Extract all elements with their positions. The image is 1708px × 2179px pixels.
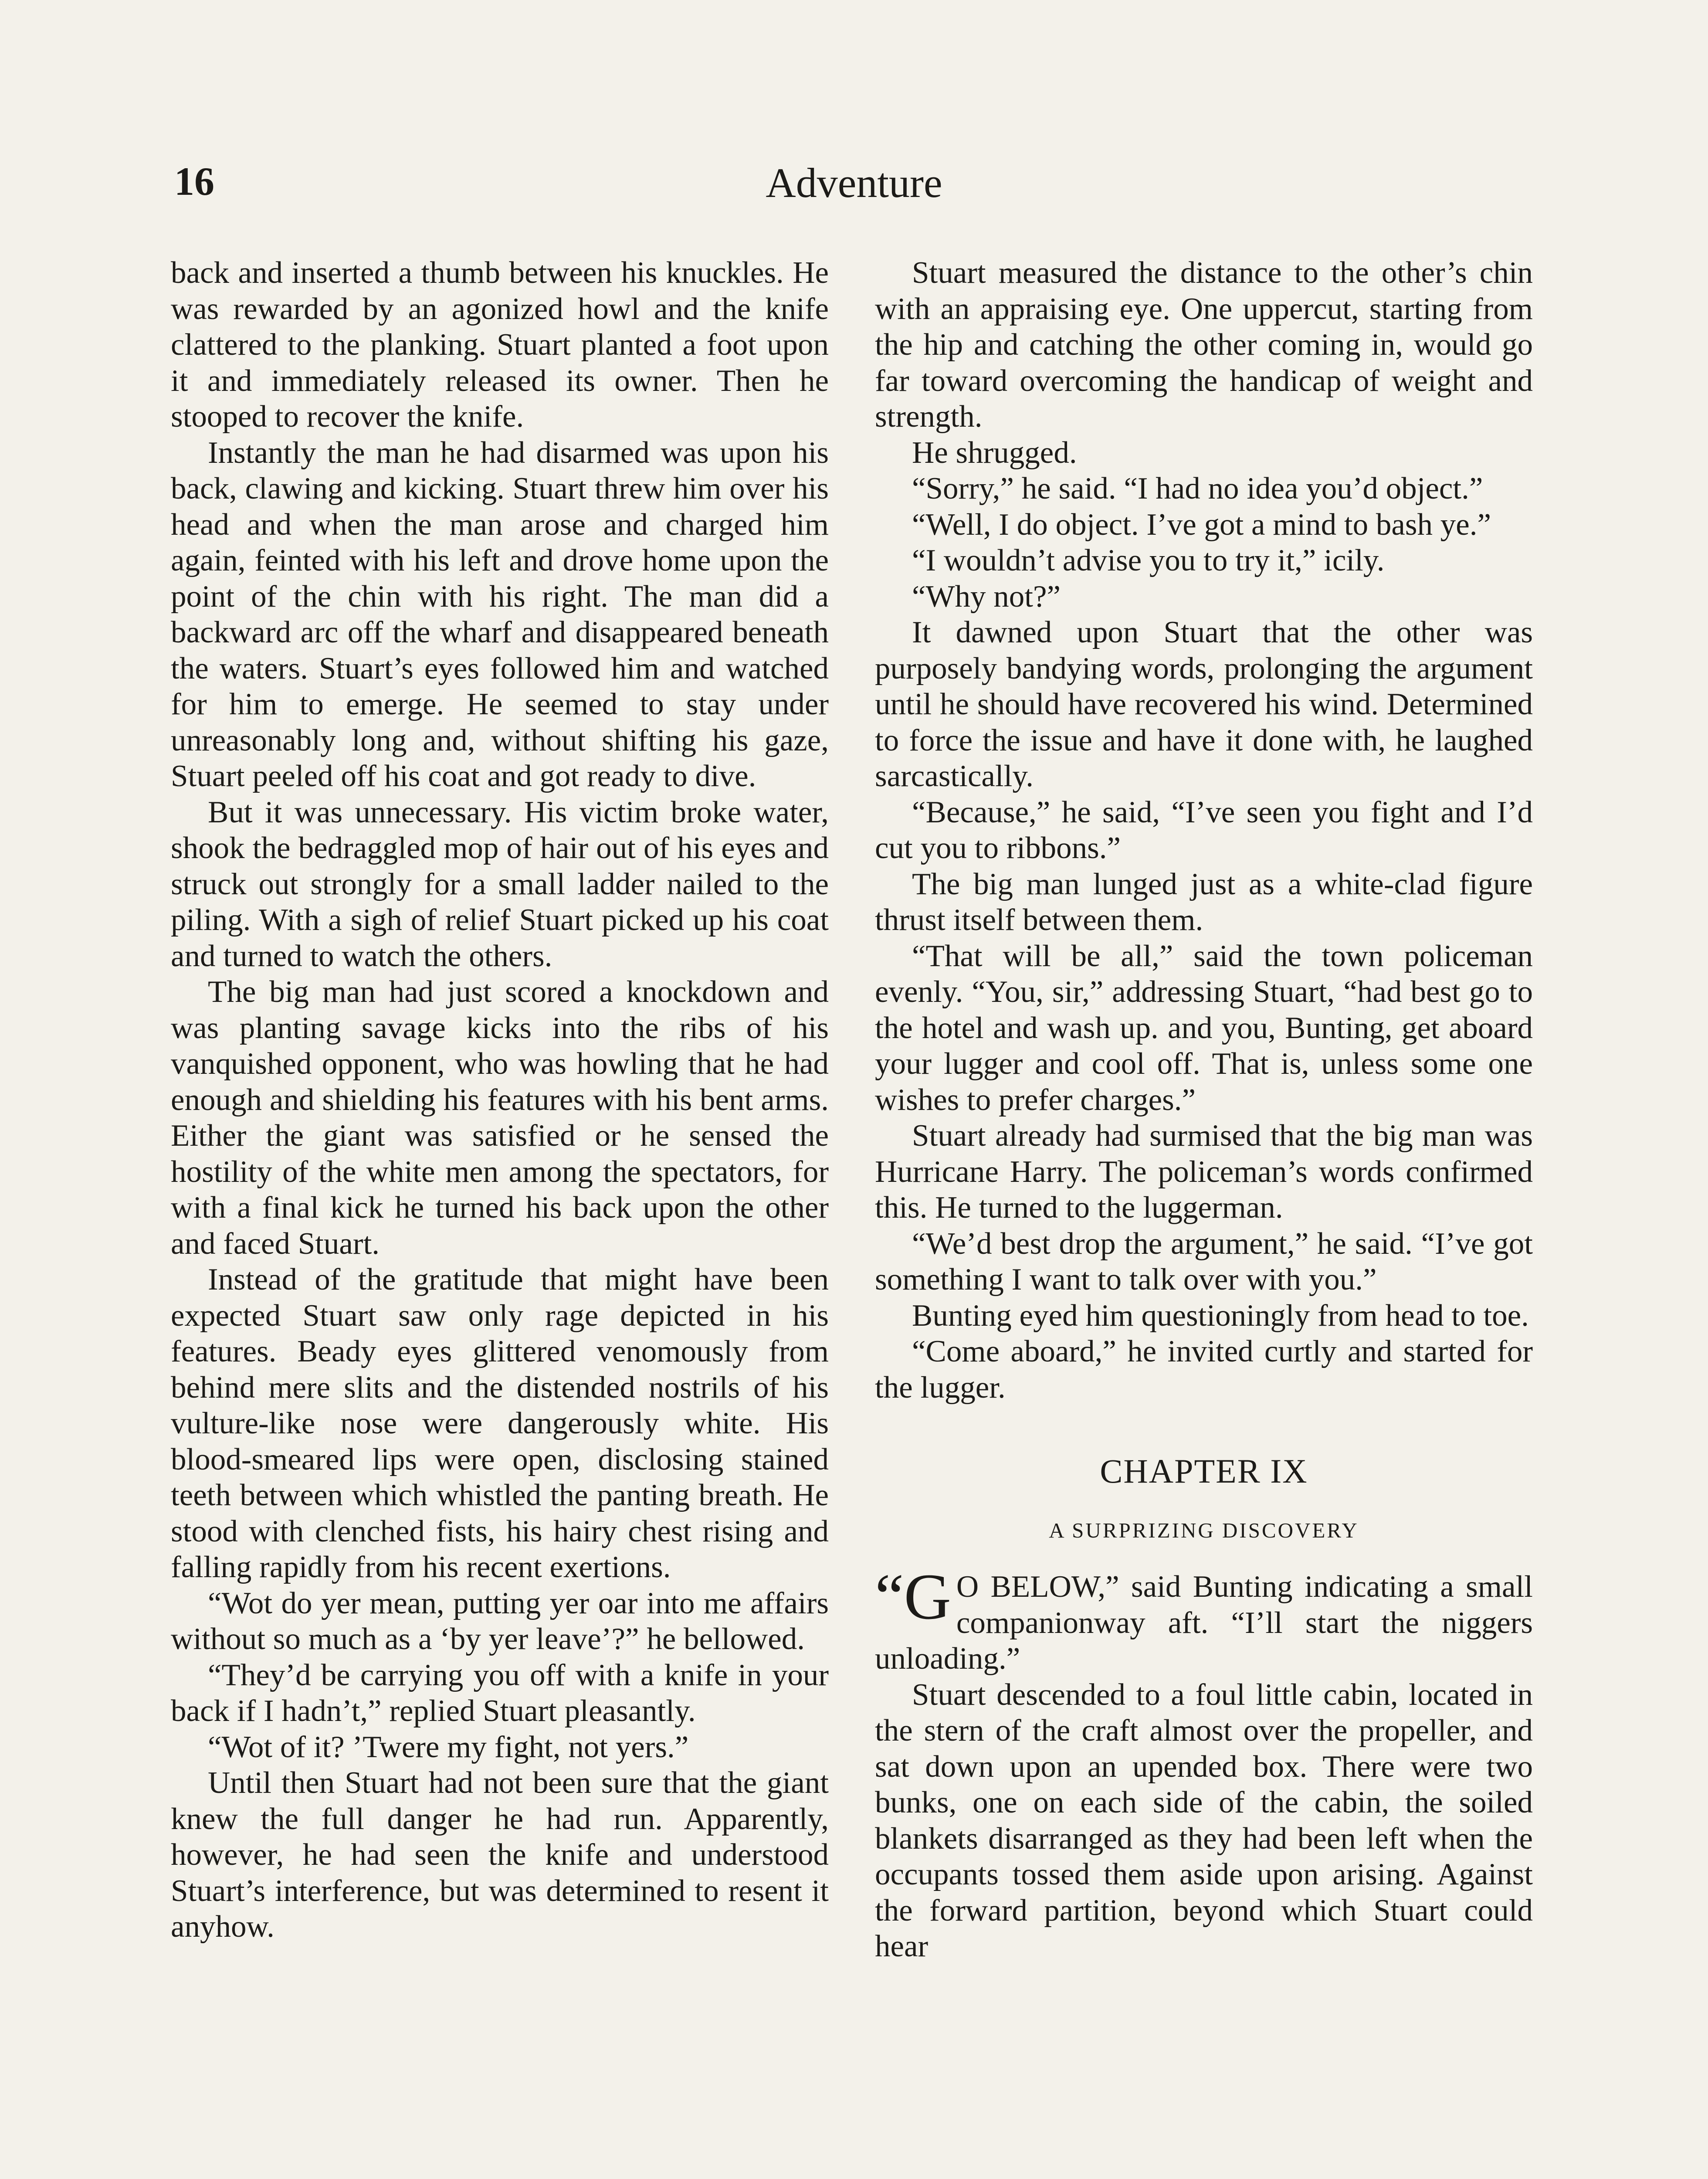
paragraph: Instead of the gratitude that might have been expected Stuart saw only rage depicted in his features. Beady eyes glittered venomously from behind mere slits and the distended nostrils of his vulture-like nose were dangerously white. His blood-smeared lips were open, disclosing stained teeth between which whistled the panting breath. He stood with clenched fists, his hairy chest rising and falling rapidly from his recent exertions. [171,1263,829,1584]
paragraph: “They’d be carrying you off with a knife in your back if I hadn’t,” replied Stuart pleasantly. [171,1658,829,1728]
paragraph: “Sorry,” he said. “I had no idea you’d object.” [912,472,1483,506]
paragraph: “Well, I do object. I’ve got a mind to bash ye.” [912,507,1491,542]
paragraph: “We’d best drop the argument,” he said. “I’ve got something I want to talk over with you.” [875,1226,1533,1297]
first-paragraph-text: O BELOW,” said Bunting indicating a small companionway aft. “I’ll start the niggers unloading.” [875,1570,1533,1676]
paragraph: Bunting eyed him questioningly from head to toe. [912,1298,1529,1333]
page-number: 16 [174,159,214,204]
paragraph: back and inserted a thumb between his knuckles. He was rewarded by an agonized howl and the knife clattered to the planking. Stuart planted a foot upon it and immediately released its owner. Then he stooped to recover the knife. [171,256,829,434]
paragraph: “Because,” he said, “I’ve seen you fight and I’d cut you to ribbons.” [875,795,1533,865]
paragraph: “I wouldn’t advise you to try it,” icily. [912,543,1385,577]
paragraph: Stuart descended to a foul little cabin, located in the stern of the craft almost over the propeller, and sat down upon an upended box. There were two bunks, one on each side of the cabin, the soiled blankets disarranged as they had been left when the occupants tossed them aside upon arising. Against the forward partition, beyond which Stuart could hear [875,1677,1533,1963]
paragraph: Stuart measured the distance to the other’s chin with an appraising eye. One uppercut, starting from the hip and catching the other coming in, would go far toward overcoming the handicap of weight and strength. [875,256,1533,434]
drop-cap [875,1561,951,1633]
paragraph: “Come aboard,” he invited curtly and started for the lugger. [875,1334,1533,1405]
paragraph: But it was unnecessary. His victim broke water, shook the bedraggled mop of hair out of his eyes and struck out strongly for a small ladder nailed to the piling. With a sigh of relief Stuart picked up his coat and turned to watch the others. [171,795,829,973]
paragraph: The big man had just scored a knockdown and was planting savage kicks into the ribs of his vanquished opponent, who was howling that he had enough and shielding his features with his bent arms. Either the giant was satisfied or he sensed the hostility of the white men among the spectators, for with a final kick he turned his back upon the other and faced Stuart. [171,975,829,1261]
chapter-subtitle: A SURPRIZING DISCOVERY [1049,1518,1359,1542]
paragraph: Stuart already had surmised that the big man was Hurricane Harry. The policeman’s words confirmed this. He turned to the luggerman. [875,1119,1533,1225]
chapter-title: CHAPTER IX [1100,1452,1308,1490]
paragraph: It dawned upon Stuart that the other was purposely bandying words, prolonging the argument until he should have recovered his wind. Determined to force the issue and have it done with, he laughed sarcastically. [875,615,1533,793]
paragraph: “That will be all,” said the town policeman evenly. “You, sir,” addressing Stuart, “had best go to the hotel and wash up. and you, Bunting, get aboard your lugger and cool off. That is, unless some one wishes to prefer charges.” [875,939,1533,1117]
paragraph: He shrugged. [912,435,1077,470]
paragraph: “Wot do yer mean, putting yer oar into me affairs without so much as a ‘by yer leave’?” he bellowed. [171,1586,829,1656]
paragraph: “Wot of it? ’Twere my fight, not yers.” [208,1730,689,1764]
drop-cap-letter: G [904,1561,951,1633]
drop-cap-quote: “ [875,1561,904,1633]
paragraph: Instantly the man he had disarmed was upon his back, clawing and kicking. Stuart threw him over his head and when the man arose and charged him again, feinted with his left and drove home upon the point of the chin with his right. The man did a backward arc off the wharf and disappeared beneath the waters. Stuart’s eyes followed him and watched for him to emerge. He seemed to stay under unreasonably long and, without shifting his gaze, Stuart peeled off his coat and got ready to dive. [171,435,829,793]
chapter-first-paragraph [875,1561,1533,1677]
paragraph: Until then Stuart had not been sure that the giant knew the full danger he had run. Apparently, however, he had seen the knife and understood Stuart’s interference, but was determined to resent it anyhow. [171,1766,829,1944]
paragraph: The big man lunged just as a white-clad figure thrust itself between them. [875,867,1533,937]
paragraph: “Why not?” [912,579,1061,614]
running-head: Adventure [766,160,942,206]
left-column [171,255,829,1945]
right-column [875,255,1533,1965]
